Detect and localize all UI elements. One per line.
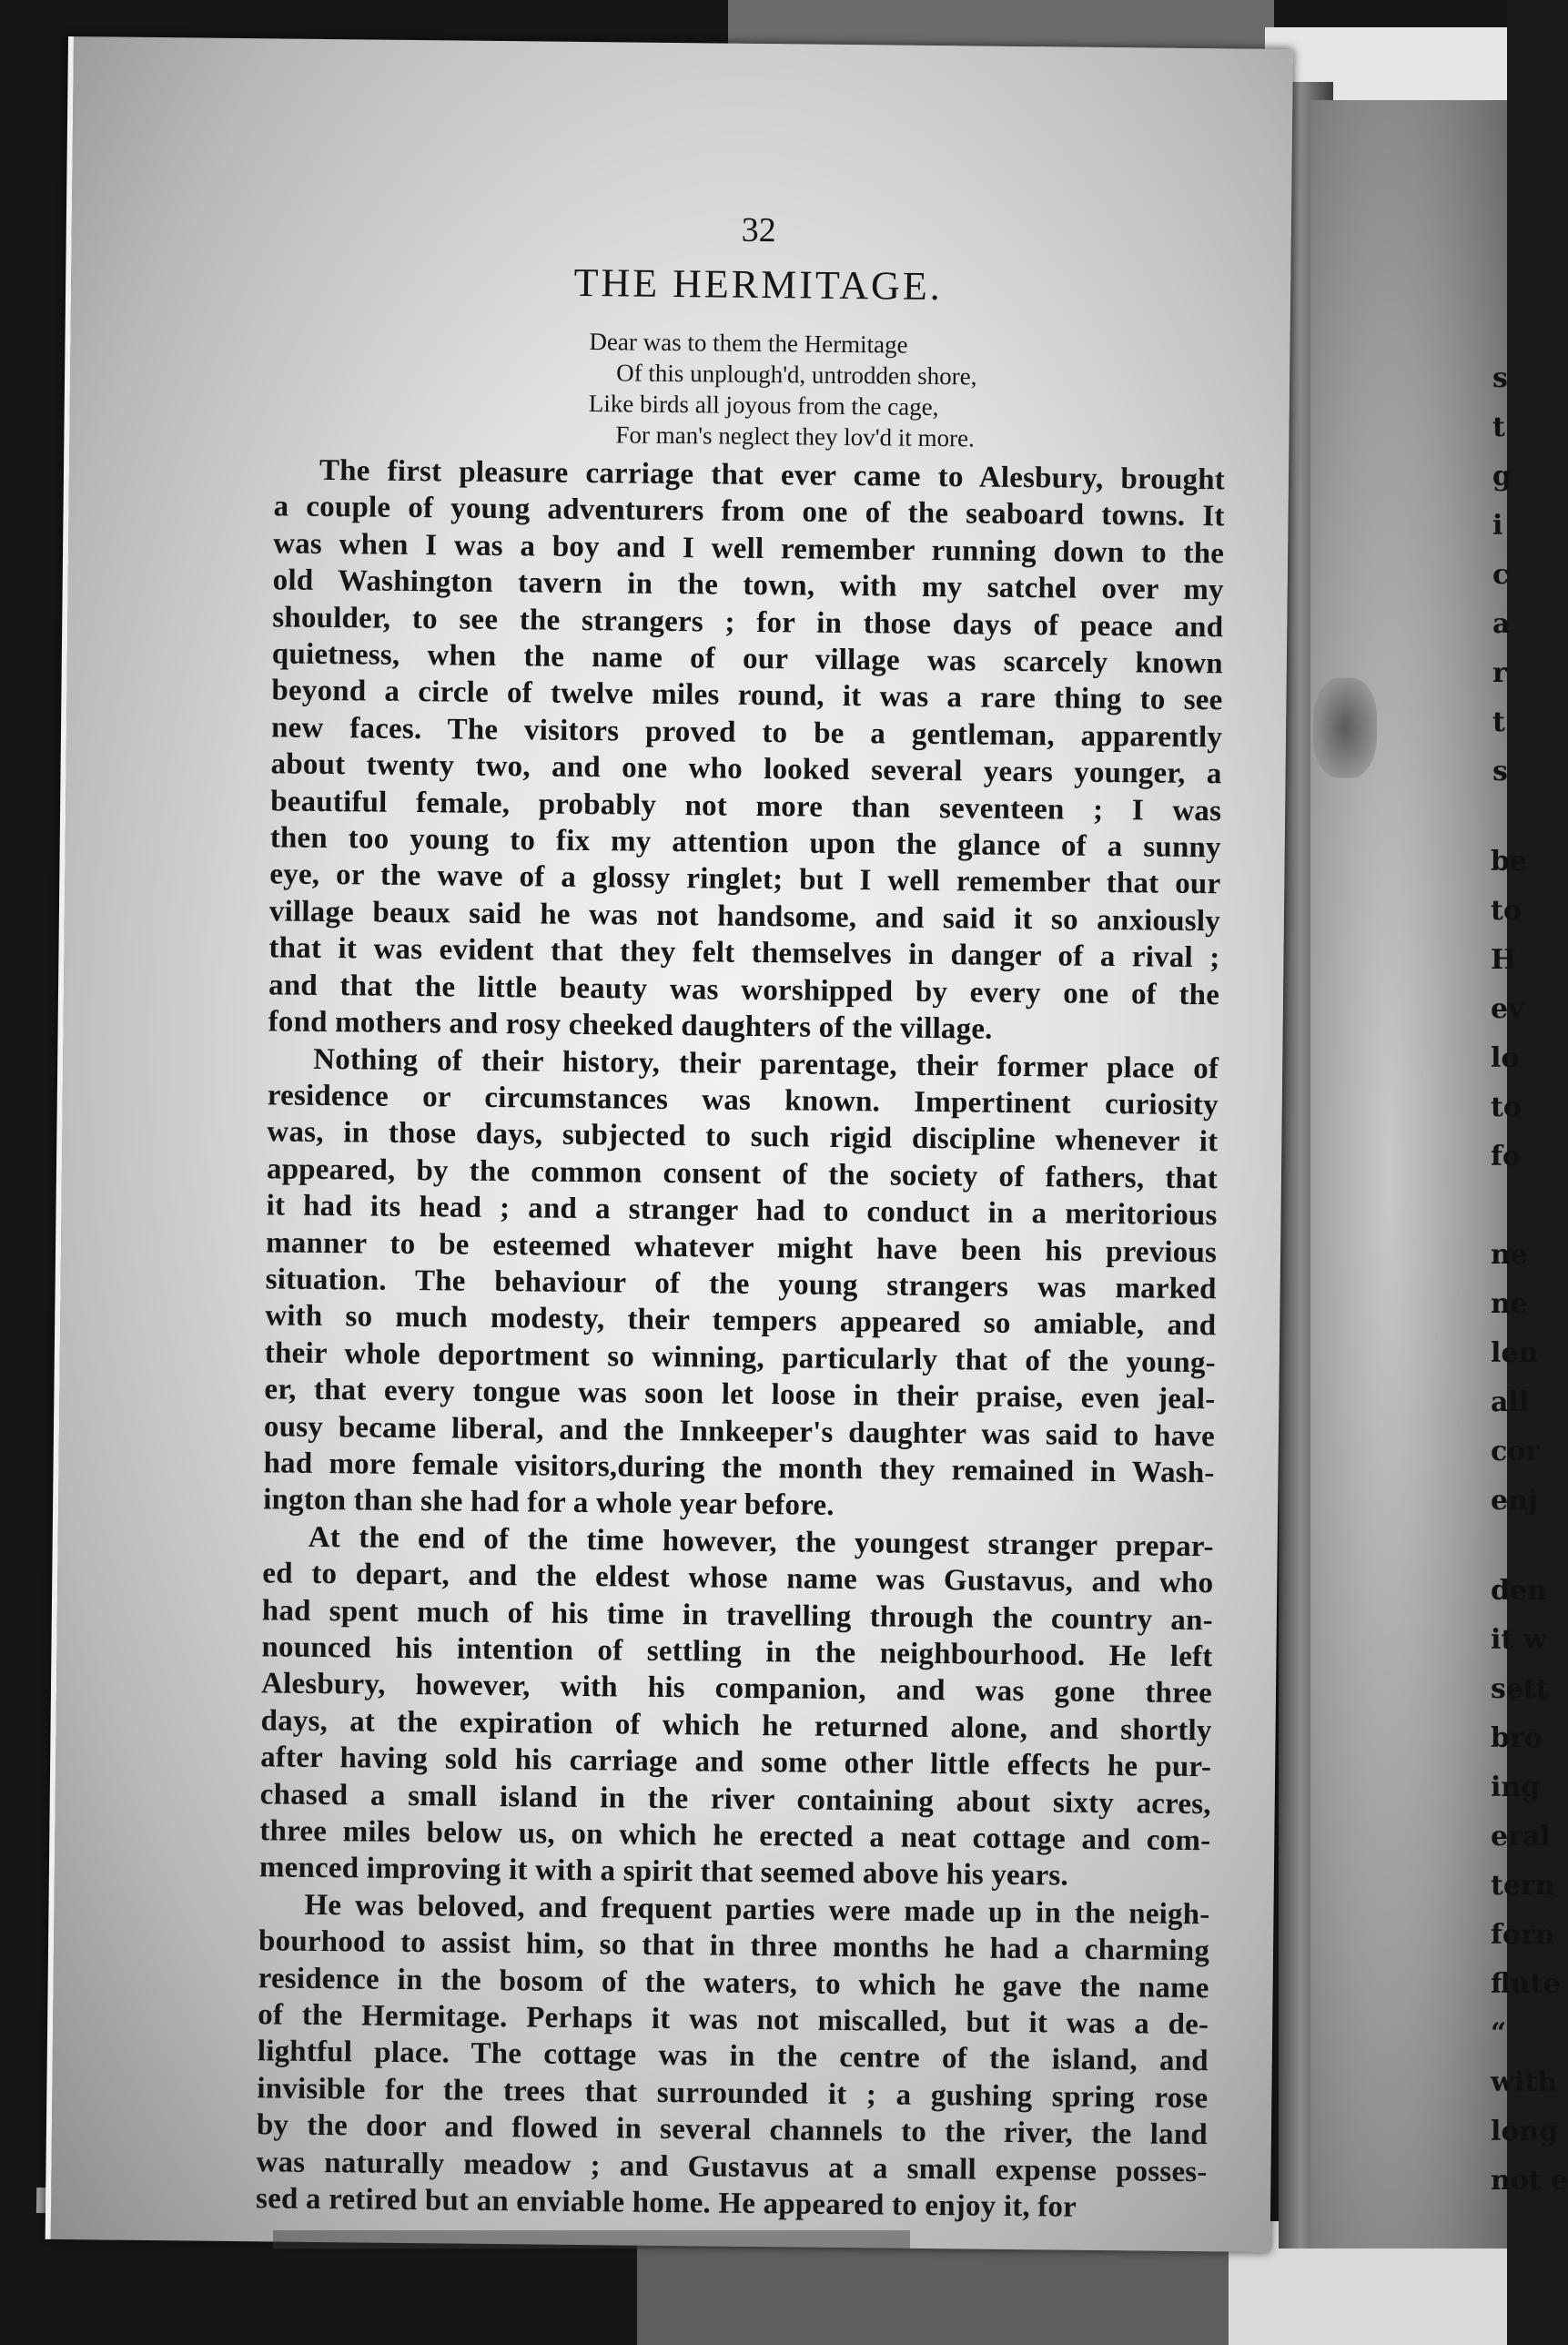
text-line: sed a retired but an enviable home. He appeared to enjoy it, for <box>255 2182 1077 2224</box>
text-line: residence in the bosom of the waters, to which he gave the name <box>258 1961 1209 2005</box>
text-line: manner to be esteemed whatever might have been his previous <box>265 1225 1218 1269</box>
facing-page-fragment: lo <box>1491 1042 1520 1074</box>
bleed-through-text <box>273 2230 910 2249</box>
text-line: beyond a circle of twelve miles round, it was a rare thing to see <box>271 674 1223 717</box>
text-line: was when I was a boy and I well remember running down to the <box>272 527 1225 571</box>
text-line: residence or circumstances was known. Impertinent curiosity <box>267 1079 1219 1122</box>
text-line: beautiful female, probably not more than seventeen ; I was <box>270 785 1222 827</box>
facing-page-fragment: cor <box>1491 1436 1541 1467</box>
facing-page <box>1310 100 1568 2249</box>
poem-line: Like birds all joyous from the cage, <box>588 390 939 421</box>
text-line: ousy became liberal, and the Innkeeper's daughter was said to have <box>263 1409 1216 1453</box>
facing-page-fragment: r <box>1492 657 1507 689</box>
facing-page-fragment: ev <box>1491 993 1524 1025</box>
text-line: menced improving it with a spirit that seemed above his years. <box>258 1851 1069 1893</box>
text-line: and that the little beauty was worshipped by every one of the <box>268 969 1220 1011</box>
text-line: with so much modesty, their tempers appeared so amiable, and <box>265 1299 1217 1343</box>
facing-page-fragment: H <box>1491 944 1517 976</box>
facing-page-fragment: i <box>1492 510 1503 542</box>
text-line: about twenty two, and one who looked several years younger, a <box>270 747 1222 791</box>
text-line: situation. The behaviour of the young strangers was marked <box>265 1263 1217 1306</box>
text-line: appeared, by the common consent of the society of fathers, that <box>266 1152 1219 1196</box>
page-text-area <box>256 202 1296 2228</box>
text-line: fond mothers and rosy cheeked daughters of the village. <box>268 1005 993 1046</box>
text-line: was, in those days, subjected to such rigid discipline whenever it <box>267 1115 1219 1159</box>
book-page <box>46 36 1293 2252</box>
text-line: village beaux said he was not handsome, and said it so anxiously <box>268 895 1221 939</box>
facing-page-fragment: fo <box>1491 1141 1521 1172</box>
text-line: it had its head ; and a stranger had to conduct in a meritorious <box>266 1189 1218 1233</box>
facing-page-fragment: s <box>1492 362 1508 394</box>
facing-page-fragment: with <box>1491 2066 1557 2098</box>
facing-page-fragment: not e <box>1491 2165 1568 2197</box>
facing-page-fragment: tern <box>1491 1870 1555 1902</box>
facing-page-fragment: s <box>1492 756 1508 787</box>
facing-page-fragment: t <box>1492 411 1505 443</box>
facing-page-fragment: all <box>1491 1386 1530 1418</box>
poem-line: Dear was to them the Hermitage <box>589 328 908 359</box>
text-line: that it was evident that they felt themselves in danger of a rival ; <box>268 931 1220 975</box>
page-title: THE HERMITAGE. <box>573 259 943 310</box>
facing-page-fragment: den <box>1491 1575 1547 1607</box>
facing-page-fragment: len <box>1491 1337 1539 1369</box>
poem-line: Of this unplough'd, untrodden shore, <box>616 359 977 391</box>
body-text <box>256 452 1293 2228</box>
facing-page-fragment: forn <box>1491 1919 1555 1951</box>
facing-page-fragment: eral <box>1491 1821 1551 1853</box>
facing-page-fragment: ne <box>1491 1239 1528 1271</box>
facing-page-fragment: g <box>1492 461 1512 492</box>
facing-page-fragment: “ <box>1491 2017 1507 2049</box>
text-line: after having sold his carriage and some other little effects he pur- <box>260 1741 1212 1784</box>
facing-page-fragment: it w <box>1491 1624 1547 1656</box>
facing-page-fragment: a <box>1492 608 1511 640</box>
facing-page-fragment: t <box>1492 706 1505 738</box>
facing-page-fragment: bro <box>1491 1722 1543 1754</box>
text-line: a couple of young adventurers from one of the seaboard towns. It <box>273 490 1225 533</box>
text-line: quietness, when the name of our village was scarcely known <box>271 637 1224 681</box>
text-line: then too young to fix my attention upon the glance of a sunny <box>269 821 1221 865</box>
text-line: was naturally meadow ; and Gustavus at a small expense posses- <box>256 2145 1208 2188</box>
text-line: three miles below us, on which he erected a neat cottage and com- <box>259 1814 1211 1858</box>
text-line: new faces. The visitors proved to be a gentleman, apparently <box>270 711 1223 755</box>
text-line: chased a small island in the river containing about sixty acres, <box>259 1777 1211 1821</box>
facing-page-fragment: long <box>1491 2116 1559 2147</box>
text-line: Alesbury, however, with his companion, and was gone three <box>260 1667 1213 1711</box>
text-line: had spent much of his time in travelling through the country an- <box>261 1593 1214 1637</box>
background-bottom <box>637 2239 1274 2345</box>
facing-page-fragment: enj <box>1491 1485 1538 1517</box>
text-line: their whole deportment so winning, particularly that of the young- <box>264 1336 1216 1380</box>
facing-page-fragment: to <box>1491 1091 1522 1123</box>
text-line: nounced his intention of settling in the neighbourhood. He left <box>261 1630 1213 1674</box>
text-line: by the door and flowed in several channels to the river, the land <box>256 2108 1209 2152</box>
text-line: Nothing of their history, their parentage, their former place of <box>313 1042 1219 1085</box>
text-line: old Washington tavern in the town, with my satchel over my <box>272 563 1224 607</box>
text-line: invisible for the trees that surrounded it ; a gushing spring rose <box>257 2072 1209 2116</box>
facing-page-fragment: ing <box>1491 1771 1541 1803</box>
facing-page-fragment: ne <box>1491 1288 1528 1320</box>
page-number: 32 <box>741 210 777 250</box>
page-stain <box>1313 677 1378 778</box>
text-line: shoulder, to see the strangers ; for in those days of peace and <box>272 601 1224 644</box>
facing-page-fragment: flute <box>1491 1968 1561 2000</box>
text-line: er, that every tongue was soon let loose in their praise, even jeal- <box>264 1373 1216 1416</box>
poem-line: For man's neglect they lov'd it more. <box>615 421 975 452</box>
text-line: bourhood to assist him, so that in three months he had a charming <box>258 1924 1210 1968</box>
facing-page-fragment: c <box>1492 559 1510 591</box>
text-line: At the end of the time however, the youngest stranger prepar- <box>308 1520 1214 1564</box>
facing-page-fragment: to <box>1491 895 1522 927</box>
epigraph-poem <box>274 322 1294 457</box>
text-line: ington than she had for a whole year before. <box>262 1483 835 1523</box>
text-line: He was beloved, and frequent parties were made up in the neigh- <box>304 1888 1210 1932</box>
text-line: lightful place. The cottage was in the centre of the island, and <box>257 2035 1209 2078</box>
text-line: The first pleasure carriage that ever came to Alesbury, brought <box>319 453 1226 497</box>
text-line: ed to depart, and the eldest whose name was Gustavus, and who <box>262 1557 1214 1600</box>
text-line: eye, or the wave of a glossy ringlet; but I well remember that our <box>269 858 1221 901</box>
text-line: days, at the expiration of which he returned alone, and shortly <box>260 1704 1212 1748</box>
facing-page-fragment: sett <box>1491 1673 1549 1705</box>
facing-page-fragment: be <box>1491 846 1528 878</box>
text-line: of the Hermitage. Perhaps it was not miscalled, but it was a de- <box>258 1998 1209 2042</box>
text-line: had more female visitors,during the month they remained in Wash- <box>263 1447 1215 1490</box>
